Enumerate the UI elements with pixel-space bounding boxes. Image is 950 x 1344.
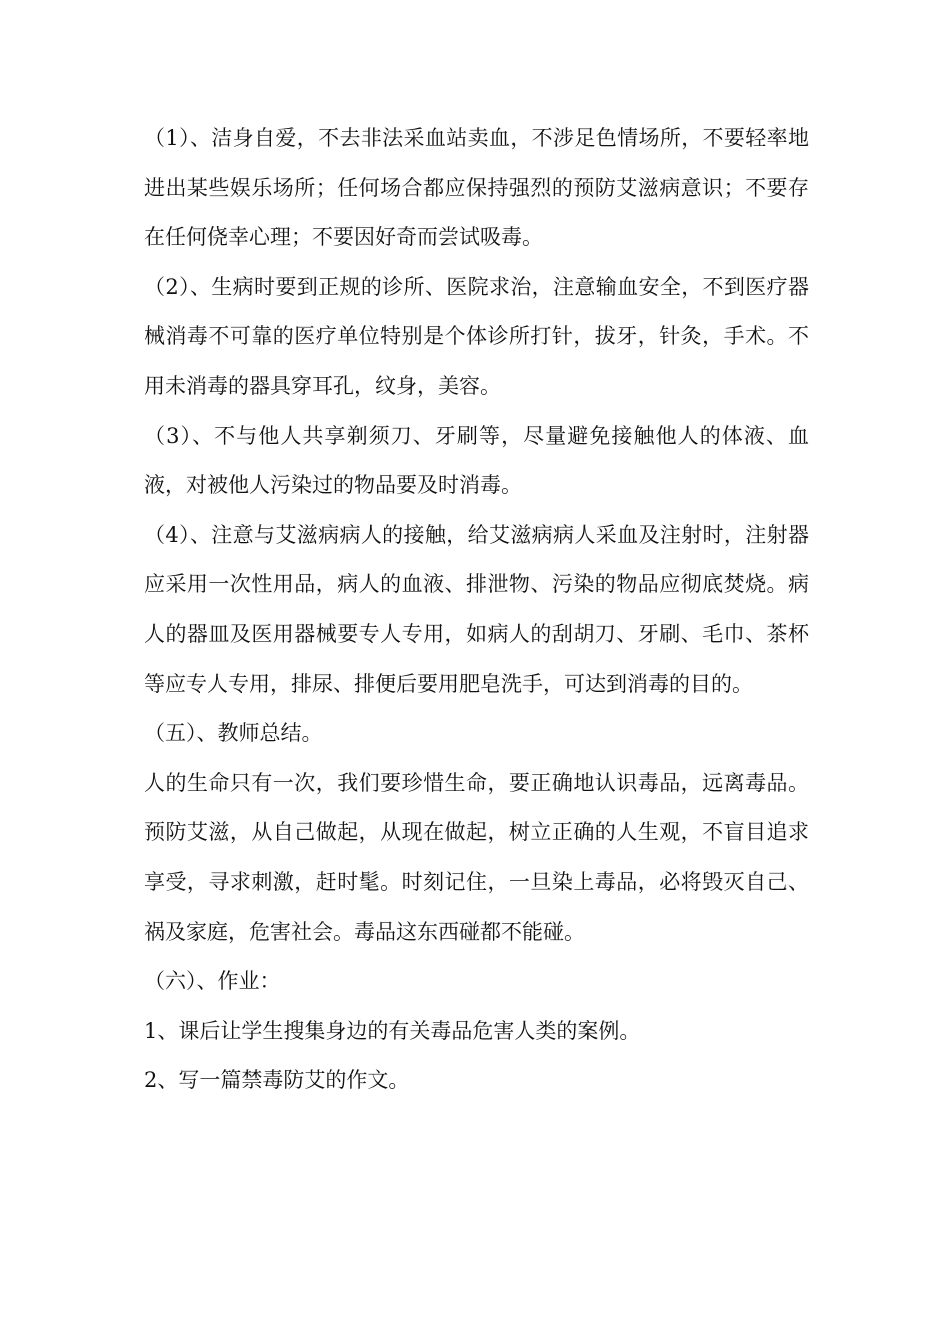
homework-item-1: 1、课后让学生搜集身边的有关毒品危害人类的案例。 (144, 1018, 641, 1043)
paragraph-prevention-3: （3）、不与他人共享剃须刀、牙刷等，尽量避免接触他人的体液、血液，对被他人污染过的物品要及时消毒。 (144, 423, 809, 498)
section-heading-homework: （六）、作业： (144, 969, 281, 994)
paragraph-summary: 人的生命只有一次，我们要珍惜生命，要正确地认识毒品，远离毒品。预防艾滋，从自己做起，从现在做起，树立正确的人生观，不盲目追求享受，寻求刺激，赶时髦。时刻记住，一旦染上毒品，必将毁灭自己、祸及家庭，危害社会。毒品这东西碰都不能碰。 (144, 770, 809, 944)
paragraph-prevention-2: （2）、生病时要到正规的诊所、医院求治，注意输血安全，不到医疗器械消毒不可靠的医疗单位特别是个体诊所打针，拔牙，针灸，手术。不用未消毒的器具穿耳孔，纹身，美容。 (144, 274, 809, 398)
homework-item-2: 2、写一篇禁毒防艾的作文。 (144, 1068, 410, 1093)
section-heading-teacher-summary: （五）、教师总结。 (144, 721, 323, 746)
paragraph-prevention-4: （4）、注意与艾滋病病人的接触，给艾滋病病人采血及注射时，注射器应采用一次性用品，病人的血液、排泄物、污染的物品应彻底焚烧。病人的器皿及医用器械要专人专用，如病人的刮胡刀、牙刷、毛巾、茶杯等应专人专用，排尿、排便后要用肥皂洗手，可达到消毒的目的。 (144, 522, 809, 696)
document-body (144, 114, 809, 1106)
paragraph-prevention-1: （1）、洁身自爱，不去非法采血站卖血，不涉足色情场所，不要轻率地进出某些娱乐场所；任何场合都应保持强烈的预防艾滋病意识；不要存在任何侥幸心理；不要因好奇而尝试吸毒。 (144, 126, 809, 250)
